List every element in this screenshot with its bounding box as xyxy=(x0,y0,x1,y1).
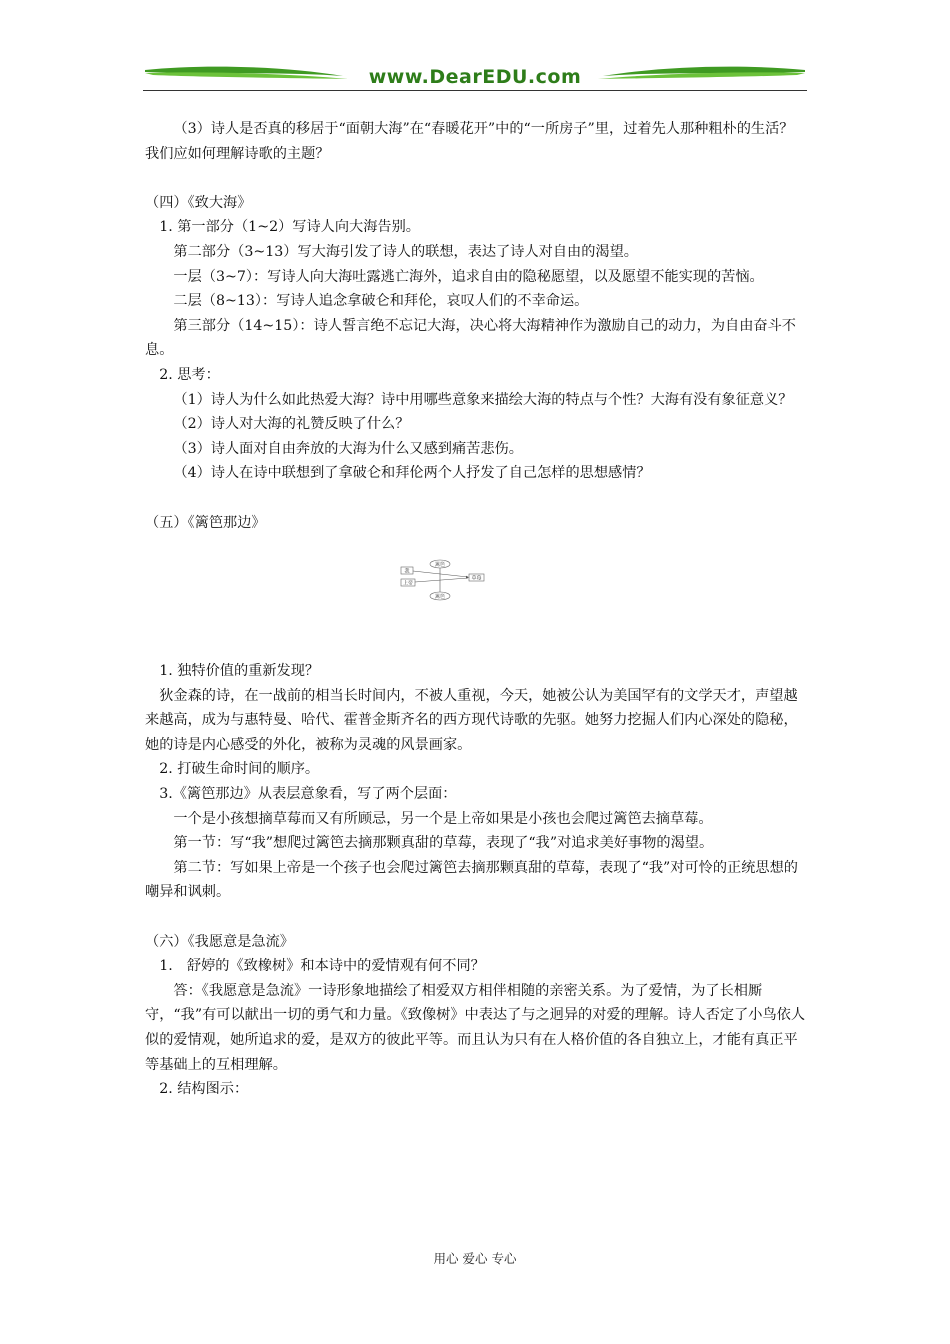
site-url-logo: www.DearEDU.com xyxy=(368,66,582,88)
structure-diagram xyxy=(145,535,807,659)
s4-item-2: 2. 思考： xyxy=(159,366,220,383)
s5-item-3-text: 一个是小孩想摘草莓而又有所顾忌，另一个是上帝如果是小孩也会爬过篱笆去摘草莓。 xyxy=(173,810,713,827)
page-footer: 用心 爱心 专心 xyxy=(433,1251,517,1266)
diagram-label-fence-bottom: 篱笆 xyxy=(434,594,446,601)
s6-item-2: 2. 结构图示： xyxy=(159,1081,249,1098)
section-6-title: （六）《我愿意是急流》 xyxy=(145,933,294,950)
diagram-label-strawberry: 草莓 xyxy=(471,575,482,582)
s5-item-3: 3.《篱笆那边》从表层意象看，写了两个层面： xyxy=(159,786,457,803)
s4-question-1: （1）诗人为什么如此热爱大海？诗中用哪些意象来描绘大海的特点与个性？大海有没有象征意义？ xyxy=(173,391,793,408)
document-body xyxy=(145,117,807,1102)
s4-layer-1: 一层（3~7）：写诗人向大海吐露逃亡海外，追求自由的隐秘愿望，以及愿望不能实现的苦恼。 xyxy=(173,268,764,285)
diagram-label-god: 上帝 xyxy=(402,580,414,587)
s5-item-1-text: 狄金森的诗，在一战前的相当长时间内，不被人重视，今天，她被公认为美国罕有的文学天才，声望越来越高，成为与惠特曼、哈代、霍普金斯齐名的西方现代诗歌的先驱。她努力挖掘人们内心深处的隐秘，她的诗是内心感受的外化，被称为灵魂的风景画家。 xyxy=(145,687,798,753)
s5-item-1: 1. 独特价值的重新发现？ xyxy=(159,663,320,680)
s4-part-2: 第二部分（3~13）写大海引发了诗人的联想，表达了诗人对自由的渴望。 xyxy=(173,243,638,260)
diagram-label-fence-top: 篱笆 xyxy=(434,562,446,569)
header-divider xyxy=(143,90,807,91)
diagram-arrow-me xyxy=(413,571,468,577)
s5-item-2: 2. 打破生命时间的顺序。 xyxy=(159,761,320,778)
s6-item-1-answer: 答：《我愿意是急流》一诗形象地描绘了相爱双方相伴相随的亲密关系。为了爱情，为了长相厮守，“我”有可以献出一切的勇气和力量。《致像树》中表达了与之迥异的对爱的理解。诗人否定了小鸟依人似的爱情观，她所追求的爱，是双方的彼此平等。而且认为只有在人格价值的各自独立上，才能有真正平等基础上的互相理解。 xyxy=(145,982,806,1073)
s5-section-2: 第二节：写如果上帝是一个孩子也会爬过篱笆去摘那颗真甜的草莓，表现了“我”对可怜的正统思想的嘲异和讽刺。 xyxy=(145,859,798,901)
diagram-arrowhead xyxy=(466,576,469,579)
s4-question-4: （4）诗人在诗中联想到了拿破仑和拜伦两个人抒发了自己怎样的思想感情？ xyxy=(173,465,651,482)
page-header xyxy=(143,62,807,94)
s4-question-3: （3）诗人面对自由奔放的大海为什么又感到痛苦悲伤。 xyxy=(173,440,523,457)
question-3: （3）诗人是否真的移居于“面朝大海”在“春暖花开”中的“一所房子”里，过着先人那种粗朴的生活？我们应如何理解诗歌的主题？ xyxy=(145,121,794,162)
s4-question-2: （2）诗人对大海的礼赞反映了什么？ xyxy=(173,416,410,433)
diagram-label-me: 我 xyxy=(404,568,410,575)
section-4-title: （四）《致大海》 xyxy=(145,194,252,211)
s4-part-3: 第三部分（14~15）：诗人誓言绝不忘记大海，决心将大海精神作为激励自己的动力，为自由奋斗不息。 xyxy=(145,317,796,359)
s4-layer-2: 二层（8~13）：写诗人追念拿破仑和拜伦，哀叹人们的不幸命运。 xyxy=(173,293,589,310)
s6-item-1: 1. 舒婷的《致橡树》和本诗中的爱情观有何不同？ xyxy=(159,958,485,975)
s4-item-1: 1. 第一部分（1~2）写诗人向大海告别。 xyxy=(159,219,420,236)
diagram-arrow-god xyxy=(415,578,468,582)
s5-section-1: 第一节：写“我”想爬过篱笆去摘那颗真甜的草莓，表现了“我”对追求美好事物的渴望。 xyxy=(173,835,714,852)
structure-diagram-svg xyxy=(400,559,490,603)
section-5-title: （五）《篱笆那边》 xyxy=(145,514,266,531)
